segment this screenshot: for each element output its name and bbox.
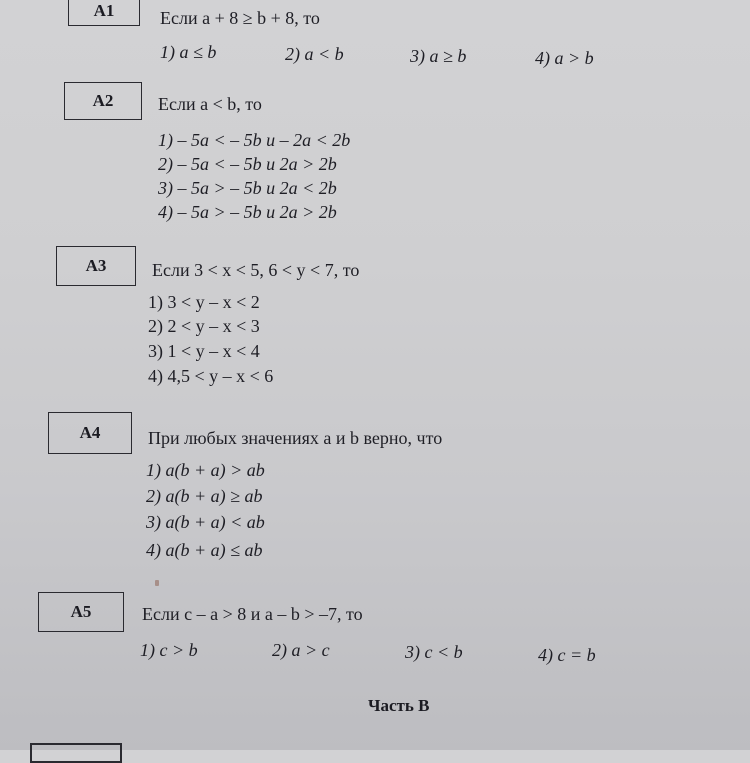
option-a4-3[interactable]: 3) a(b + a) < ab [146,512,265,532]
option-a4-4[interactable]: 4) a(b + a) ≤ ab [146,540,263,560]
question-a2-text: Если a < b, то [158,94,262,114]
question-label-a3: A3 [56,246,136,286]
question-a5-text: Если c – a > 8 и a – b > –7, то [142,604,363,624]
ink-smudge [155,580,159,586]
question-label-a5: A5 [38,592,124,632]
question-label-a1: A1 [68,0,140,26]
option-a5-2[interactable]: 2) a > c [272,640,330,660]
option-a3-4[interactable]: 4) 4,5 < y – x < 6 [148,366,274,386]
question-a4-text: При любых значениях a и b верно, что [148,428,443,448]
option-a4-1[interactable]: 1) a(b + a) > ab [146,460,265,480]
question-label-a2: A2 [64,82,142,120]
option-a3-3[interactable]: 3) 1 < y – x < 4 [148,341,260,361]
option-a3-1[interactable]: 1) 3 < y – x < 2 [148,292,260,312]
option-a1-4[interactable]: 4) a > b [535,48,594,68]
option-a1-3[interactable]: 3) a ≥ b [410,46,467,66]
option-a4-2[interactable]: 2) a(b + a) ≥ ab [146,486,263,506]
part-b-title: Часть В [368,696,430,715]
option-a3-2[interactable]: 2) 2 < y – x < 3 [148,316,260,336]
question-a3-text: Если 3 < x < 5, 6 < y < 7, то [152,260,360,280]
option-a2-3[interactable]: 3) – 5a > – 5b и 2a < 2b [158,178,337,198]
question-label-a4: A4 [48,412,132,454]
question-a1-text: Если a + 8 ≥ b + 8, то [160,8,320,28]
option-a5-3[interactable]: 3) c < b [405,642,463,662]
option-a1-1[interactable]: 1) a ≤ b [160,42,217,62]
option-a1-2[interactable]: 2) a < b [285,44,344,64]
option-a2-2[interactable]: 2) – 5a < – 5b и 2a > 2b [158,154,337,174]
option-a2-1[interactable]: 1) – 5a < – 5b и – 2a < 2b [158,130,351,150]
next-question-label-box [30,743,122,763]
option-a5-1[interactable]: 1) c > b [140,640,198,660]
option-a2-4[interactable]: 4) – 5a > – 5b и 2a > 2b [158,202,337,222]
option-a5-4[interactable]: 4) c = b [538,645,596,665]
